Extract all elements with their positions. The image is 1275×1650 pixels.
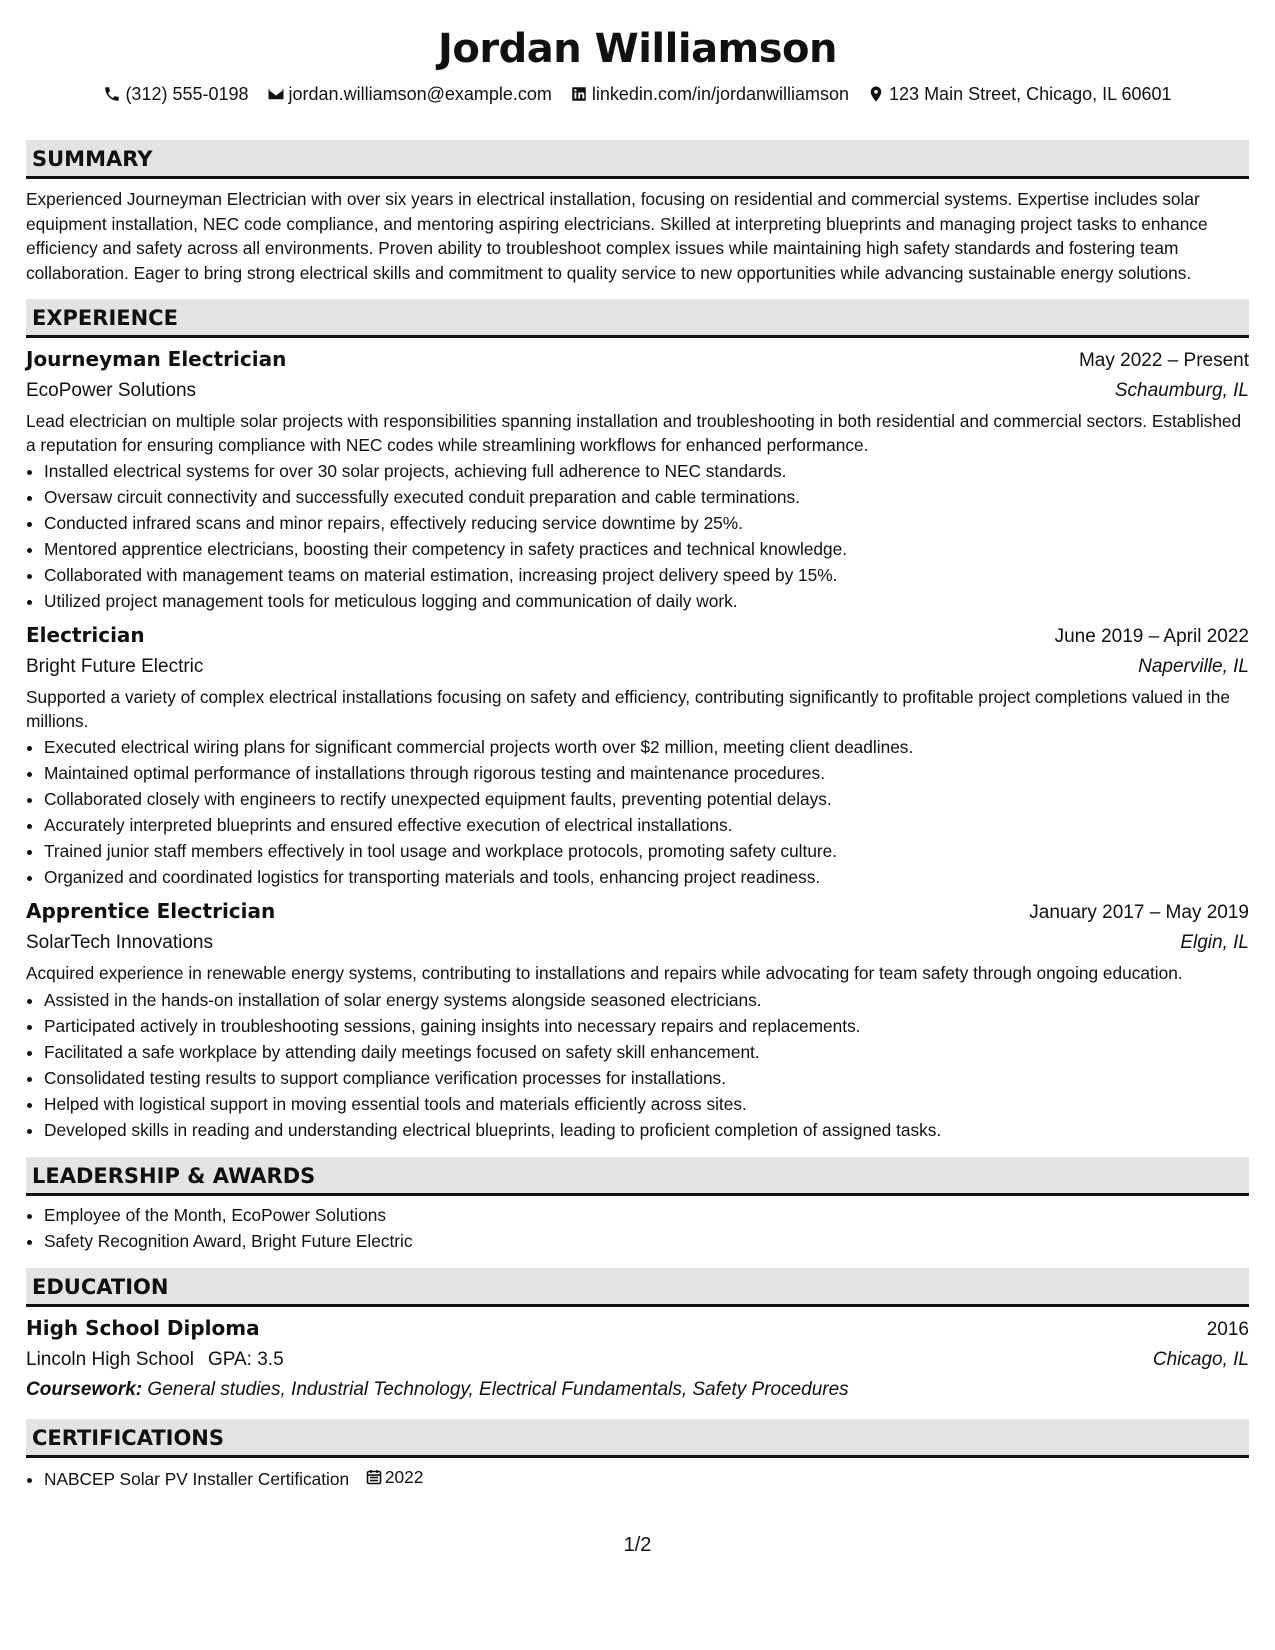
job-title: Apprentice Electrician (26, 899, 276, 923)
list-item: • Executed electrical wiring plans for significant commercial projects worth over $2 million, meeting client deadlines. (44, 734, 1249, 760)
coursework-label: Coursework: (26, 1378, 143, 1400)
list-item: • Utilized project management tools for meticulous logging and communication of daily work. (44, 588, 1249, 614)
contact-address (867, 82, 1172, 106)
contact-phone (103, 82, 248, 106)
section-heading-experience: EXPERIENCE (26, 299, 1249, 338)
list-item: • Mentored apprentice electricians, boosting their competency in safety practices and technical knowledge. (44, 536, 1249, 562)
certification-year: 2022 (384, 1466, 424, 1487)
job-dates: May 2022 – Present (1078, 350, 1249, 371)
job-location: Naperville, IL (1138, 656, 1249, 677)
candidate-name: Jordan Williamson (437, 26, 838, 72)
list-item: • Assisted in the hands-on installation of solar energy systems alongside seasoned electricians. (44, 987, 1249, 1013)
degree: High School Diploma (26, 1315, 260, 1340)
school-location: Chicago, IL (1152, 1348, 1249, 1370)
section-heading-summary: SUMMARY (26, 140, 1249, 179)
job-title: Journeyman Electrician (26, 347, 287, 371)
envelope-icon (267, 85, 285, 103)
job-location: Schaumburg, IL (1114, 380, 1249, 401)
list-item: • Organized and coordinated logistics for transporting materials and tools, enhancing project readiness. (44, 864, 1249, 890)
job-bullets (26, 458, 1249, 614)
email-text[interactable]: jordan.williamson@example.com (288, 84, 552, 104)
summary-text: Experienced Journeyman Electrician with over six years in electrical installation, focusing on residential and commercial systems. Expertise includes solar equipment installation, NEC code compliance, and mentoring aspiring electricians. Skilled at interpreting blueprints and managing project tasks to enhance efficiency and safety across all environments. Proven ability to troubleshoot complex issues while maintaining high safety standards and fostering team collaboration. Eager to bring strong electrical skills and commitment to quality service to new opportunities while advancing sustainable energy solutions. (26, 189, 1208, 283)
job-location: Elgin, IL (1180, 932, 1249, 953)
address-text: 123 Main Street, Chicago, IL 60601 (889, 84, 1172, 104)
certifications-list (26, 1464, 1249, 1492)
section-heading-certifications: CERTIFICATIONS (26, 1419, 1249, 1458)
section-heading-awards: LEADERSHIP & AWARDS (26, 1157, 1249, 1196)
graduation-year: 2016 (1206, 1318, 1249, 1340)
list-item: • Safety Recognition Award, Bright Future Electric (44, 1228, 1249, 1254)
job-description: Acquired experience in renewable energy systems, contributing to installations and repairs while advocating for team safety through ongoing education. (26, 963, 1183, 983)
list-item: • Trained junior staff members effectively in tool usage and workplace protocols, promoting safety culture. (44, 838, 1249, 864)
gpa: GPA: 3.5 (207, 1348, 284, 1370)
certification-date (366, 1464, 423, 1490)
job-company: SolarTech Innovations (26, 932, 213, 953)
list-item: • Developed skills in reading and understanding electrical blueprints, leading to proficient completion of assigned tasks. (44, 1117, 1249, 1143)
linkedin-text[interactable]: linkedin.com/in/jordanwilliamson (591, 84, 850, 104)
coursework (26, 1375, 1249, 1405)
list-item (44, 1464, 1249, 1492)
contact-linkedin[interactable] (570, 82, 849, 106)
contact-bar (26, 82, 1249, 106)
list-item: • Collaborated with management teams on material estimation, increasing project delivery speed by 15%. (44, 562, 1249, 588)
job-entry (26, 620, 1249, 890)
certification-name: NABCEP Solar PV Installer Certification (44, 1468, 350, 1489)
list-item: • Facilitated a safe workplace by attending daily meetings focused on safety skill enhancement. (44, 1039, 1249, 1065)
job-entry (26, 344, 1249, 614)
page-number: 1/2 (623, 1534, 652, 1556)
calendar-icon (366, 1469, 382, 1485)
contact-email[interactable] (267, 82, 552, 106)
location-pin-icon (867, 85, 885, 103)
job-company: EcoPower Solutions (26, 380, 197, 401)
list-item: • Collaborated closely with engineers to rectify unexpected equipment faults, preventing potential delays. (44, 786, 1249, 812)
linkedin-icon (570, 85, 588, 103)
awards-list (26, 1202, 1249, 1254)
education-entry (26, 1313, 1249, 1405)
job-bullets (26, 734, 1249, 890)
list-item: • Accurately interpreted blueprints and ensured effective execution of electrical installations. (44, 812, 1249, 838)
resume-page (26, 0, 1249, 1492)
list-item: • Participated actively in troubleshooting sessions, gaining insights into necessary repairs and replacements. (44, 1013, 1249, 1039)
job-entry (26, 896, 1249, 1143)
job-company: Bright Future Electric (26, 656, 204, 677)
phone-icon (103, 85, 121, 103)
section-heading-education: EDUCATION (26, 1268, 1249, 1307)
list-item: • Consolidated testing results to support compliance verification processes for installations. (44, 1065, 1249, 1091)
job-description: Supported a variety of complex electrical installations focusing on safety and efficiency, contributing significantly to profitable project completions valued in the millions. (26, 687, 1230, 731)
school-name: Lincoln High School (26, 1348, 194, 1370)
job-dates: January 2017 – May 2019 (1029, 902, 1249, 923)
list-item: • Helped with logistical support in moving essential tools and materials efficiently across sites. (44, 1091, 1249, 1117)
job-dates: June 2019 – April 2022 (1054, 626, 1249, 647)
job-bullets (26, 987, 1249, 1143)
list-item: • Employee of the Month, EcoPower Solutions (44, 1202, 1249, 1228)
coursework-text: General studies, Industrial Technology, Electrical Fundamentals, Safety Procedures (147, 1378, 849, 1400)
list-item: • Installed electrical systems for over 30 solar projects, achieving full adherence to NEC standards. (44, 458, 1249, 484)
list-item: • Oversaw circuit connectivity and successfully executed conduit preparation and cable terminations. (44, 484, 1249, 510)
list-item: • Conducted infrared scans and minor repairs, effectively reducing service downtime by 25%. (44, 510, 1249, 536)
list-item: • Maintained optimal performance of installations through rigorous testing and maintenance procedures. (44, 760, 1249, 786)
school-line (26, 1345, 284, 1375)
job-title: Electrician (26, 623, 145, 647)
phone-text: (312) 555-0198 (125, 84, 249, 104)
job-description: Lead electrician on multiple solar projects with responsibilities spanning installation and troubleshooting in both residential and commercial sectors. Established a reputation for ensuring compliance with NEC codes while streamlining workflows for enhanced performance. (26, 411, 1242, 455)
